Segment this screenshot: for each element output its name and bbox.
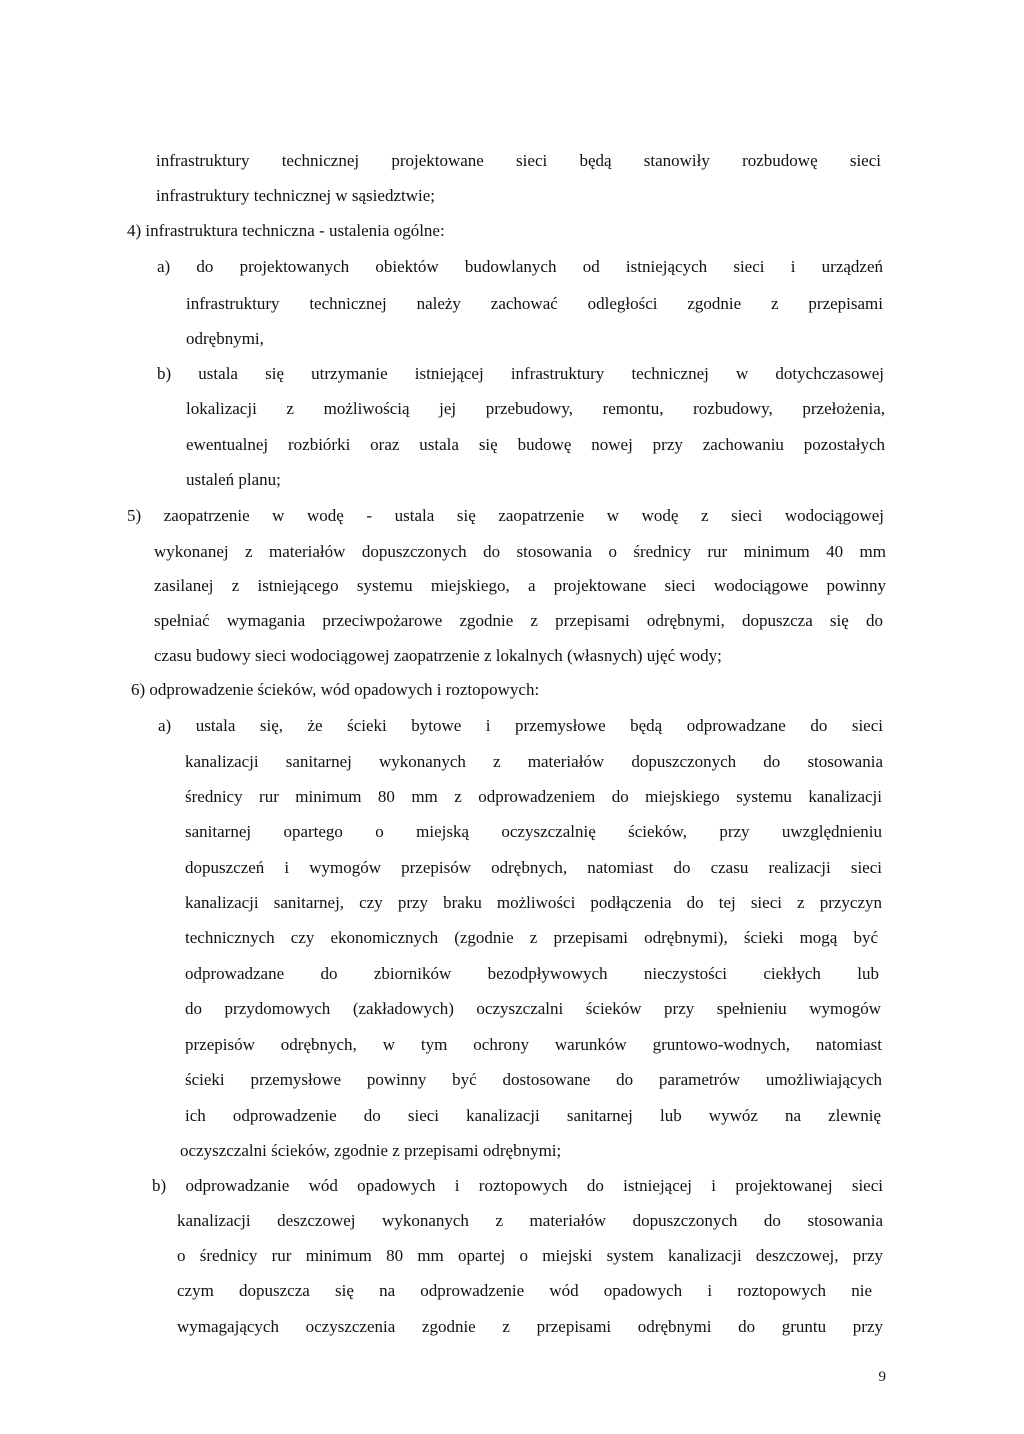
text-line-5: infrastruktury technicznej należy zachować odległości zgodnie z przepisami (186, 294, 883, 313)
text-line-3: 4) infrastruktura techniczna - ustalenia ogólne: (127, 221, 445, 240)
text-line-24: odprowadzane do zbiorników bezodpływowych nieczystości ciekłych lub (185, 964, 879, 983)
text-line-6: odrębnymi, (186, 329, 264, 348)
text-line-12: wykonanej z materiałów dopuszczonych do stosowania o średnicy rur minimum 40 mm (154, 542, 886, 561)
text-line-10: ustaleń planu; (186, 470, 281, 489)
text-line-1: infrastruktury technicznej projektowane sieci będą stanowiły rozbudowę sieci (156, 151, 881, 170)
text-line-28: ich odprowadzenie do sieci kanalizacji sanitarnej lub wywóz na zlewnię (185, 1106, 881, 1125)
text-line-18: kanalizacji sanitarnej wykonanych z materiałów dopuszczonych do stosowania (185, 752, 883, 771)
text-line-27: ścieki przemysłowe powinny być dostosowane do parametrów umożliwiających (185, 1070, 882, 1089)
text-line-14: spełniać wymagania przeciwpożarowe zgodnie z przepisami odrębnymi, dopuszcza się do (154, 611, 883, 630)
text-line-33: czym dopuszcza się na odprowadzenie wód opadowych i roztopowych nie (177, 1281, 872, 1300)
text-line-30: b) odprowadzanie wód opadowych i roztopowych do istniejącej i projektowanej sieci (152, 1176, 883, 1195)
text-line-17: a) ustala się, że ścieki bytowe i przemysłowe będą odprowadzane do sieci (158, 716, 883, 735)
text-line-20: sanitarnej opartego o miejską oczyszczalnię ścieków, przy uwzględnieniu (185, 822, 882, 841)
text-line-13: zasilanej z istniejącego systemu miejskiego, a projektowane sieci wodociągowe powinny (154, 576, 886, 595)
text-line-31: kanalizacji deszczowej wykonanych z materiałów dopuszczonych do stosowania (177, 1211, 883, 1230)
text-line-2: infrastruktury technicznej w sąsiedztwie; (156, 186, 435, 205)
text-line-15: czasu budowy sieci wodociągowej zaopatrzenie z lokalnych (własnych) ujęć wody; (154, 646, 722, 665)
text-line-7: b) ustala się utrzymanie istniejącej infrastruktury technicznej w dotychczasowej (157, 364, 884, 383)
text-line-4: a) do projektowanych obiektów budowlanych od istniejących sieci i urządzeń (157, 257, 883, 276)
text-line-11: 5) zaopatrzenie w wodę - ustala się zaopatrzenie w wodę z sieci wodociągowej (127, 506, 884, 525)
text-line-19: średnicy rur minimum 80 mm z odprowadzeniem do miejskiego systemu kanalizacji (185, 787, 882, 806)
text-line-16: 6) odprowadzenie ścieków, wód opadowych i roztopowych: (131, 680, 540, 699)
text-line-23: technicznych czy ekonomicznych (zgodnie z przepisami odrębnymi), ścieki mogą być (185, 928, 878, 947)
text-line-26: przepisów odrębnych, w tym ochrony warunków gruntowo-wodnych, natomiast (185, 1035, 882, 1054)
text-line-8: lokalizacji z możliwością jej przebudowy, remontu, rozbudowy, przełożenia, (186, 399, 885, 418)
text-line-22: kanalizacji sanitarnej, czy przy braku możliwości podłączenia do tej sieci z przyczyn (185, 893, 882, 912)
page-number: 9 (878, 1369, 886, 1385)
text-line-32: o średnicy rur minimum 80 mm opartej o miejski system kanalizacji deszczowej, przy (177, 1246, 883, 1265)
text-line-29: oczyszczalni ścieków, zgodnie z przepisami odrębnymi; (180, 1141, 562, 1160)
text-line-21: dopuszczeń i wymogów przepisów odrębnych, natomiast do czasu realizacji sieci (185, 858, 882, 877)
text-line-25: do przydomowych (zakładowych) oczyszczalni ścieków przy spełnieniu wymogów (185, 999, 881, 1018)
text-line-34: wymagających oczyszczenia zgodnie z przepisami odrębnymi do gruntu przy (177, 1317, 883, 1336)
text-line-9: ewentualnej rozbiórki oraz ustala się budowę nowej przy zachowaniu pozostałych (186, 435, 885, 454)
